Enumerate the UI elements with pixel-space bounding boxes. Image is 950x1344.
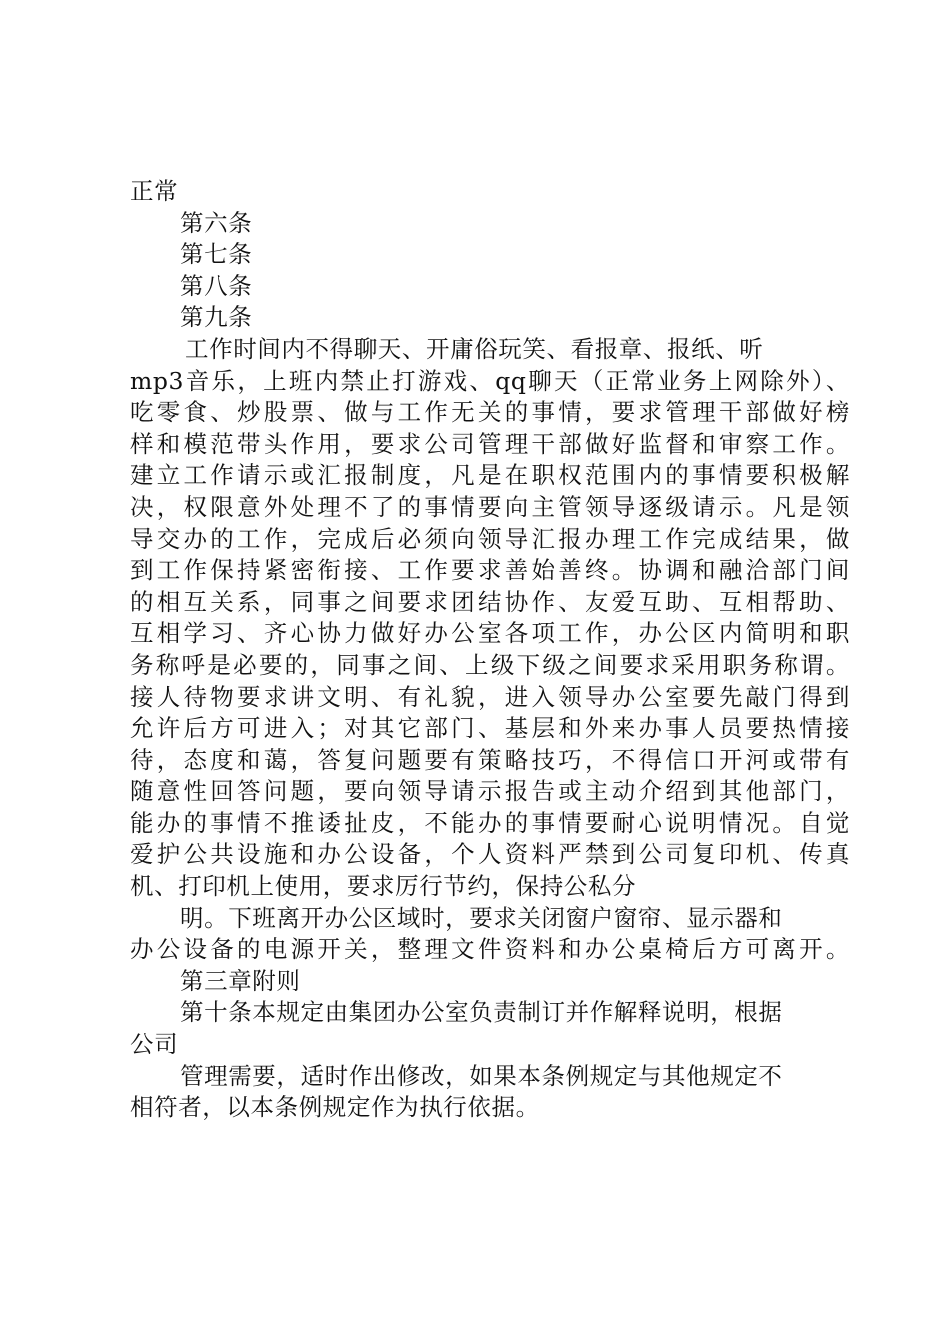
document-line: 的相互关系，同事之间要求团结协作、友爱互助、互相帮助、	[130, 587, 850, 616]
document-line: 爱护公共设施和办公设备，个人资料严禁到公司复印机、传真	[130, 840, 850, 869]
document-line: mp3音乐，上班内禁止打游戏、qq聊天（正常业务上网除外）、	[130, 366, 850, 395]
document-line: 决，权限意外处理不了的事情要向主管领导逐级请示。凡是领	[130, 492, 850, 521]
document-line: 第七条	[180, 240, 253, 269]
document-line: 互相学习、齐心协力做好办公室各项工作，办公区内简明和职	[130, 619, 850, 648]
document-line: 允许后方可进入；对其它部门、基层和外来办事人员要热情接	[130, 714, 850, 743]
document-line: 第三章附则	[180, 966, 301, 995]
document-line: 样和模范带头作用，要求公司管理干部做好监督和审察工作。	[130, 429, 850, 458]
document-line: 公司	[130, 1030, 179, 1059]
document-line: 办公设备的电源开关，整理文件资料和办公桌椅后方可离开。	[130, 935, 850, 964]
document-line: 第八条	[180, 271, 253, 300]
document-line: 机、打印机上使用，要求厉行节约，保持公私分	[130, 872, 637, 901]
document-line: 导交办的工作，完成后必须向领导汇报办理工作完成结果，做	[130, 524, 850, 553]
document-line: 相符者，以本条例规定作为执行依据。	[130, 1093, 540, 1122]
document-line: 待，态度和蔼，答复问题要有策略技巧，不得信口开河或带有	[130, 745, 850, 774]
document-body	[130, 176, 850, 1124]
document-line: 务称呼是必要的，同事之间、上级下级之间要求采用职务称谓。	[130, 650, 850, 679]
document-line: 管理需要，适时作出修改，如果本条例规定与其他规定不	[180, 1061, 783, 1090]
document-line: 第六条	[180, 208, 253, 237]
document-line: 建立工作请示或汇报制度，凡是在职权范围内的事情要积极解	[130, 461, 850, 490]
document-line: 能办的事情不推诿扯皮，不能办的事情要耐心说明情况。自觉	[130, 808, 850, 837]
document-line: 接人待物要求讲文明、有礼貌，进入领导办公室要先敲门得到	[130, 682, 850, 711]
document-line: 工作时间内不得聊天、开庸俗玩笑、看报章、报纸、听	[185, 334, 764, 363]
document-line: 第十条本规定由集团办公室负责制订并作解释说明，根据	[180, 998, 783, 1027]
document-line: 明。下班离开办公区域时，要求关闭窗户窗帘、显示器和	[180, 903, 783, 932]
document-line: 正常	[130, 177, 179, 205]
document-line: 随意性回答问题，要向领导请示报告或主动介绍到其他部门，	[130, 777, 850, 806]
document-line: 吃零食、炒股票、做与工作无关的事情，要求管理干部做好榜	[130, 398, 850, 427]
document-line: 第九条	[180, 303, 253, 332]
document-line: 到工作保持紧密衔接、工作要求善始善终。协调和融洽部门间	[130, 556, 850, 585]
